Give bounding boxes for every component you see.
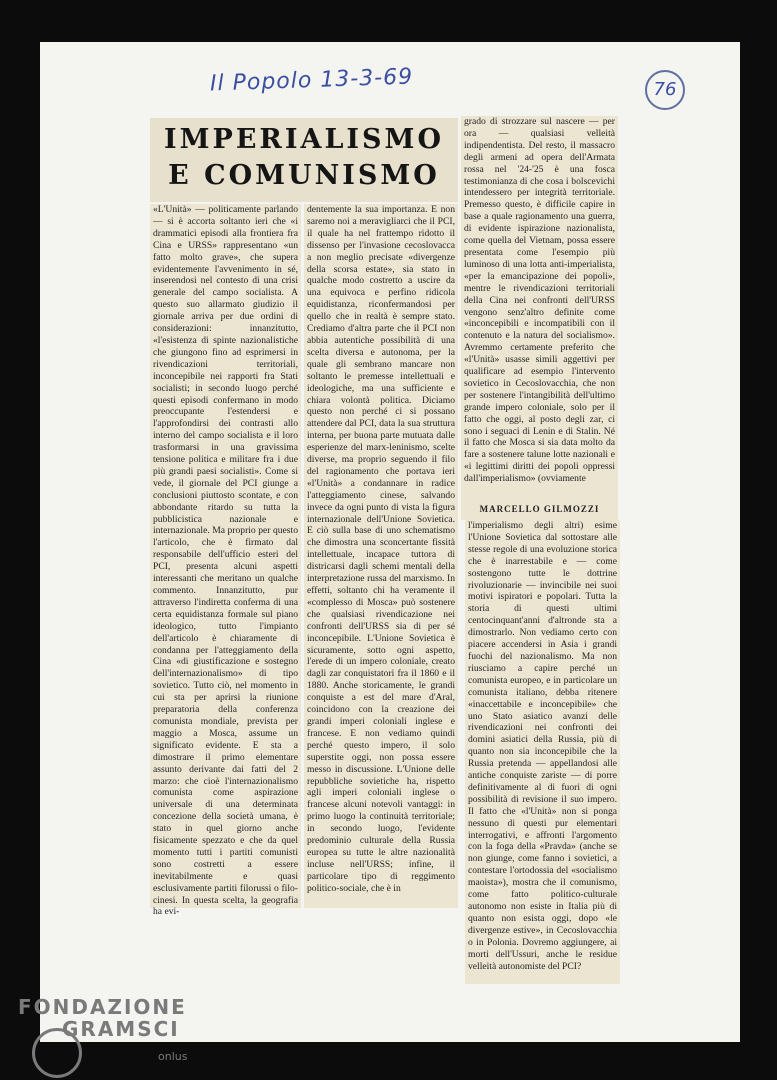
article-column-2: dentemente la sua importanza. E non saremo noi a meravigliarci che il PCI, il quale ha nel frattempo ridotto il dissenso per l'invasione cecoslovacca a non meglio precisate «divergenze della scorsa estate», sia stato in qualche modo costretto a uscire da una equivoca e perfino ridicola equidistanza, riconfermandosi per quello che in realtà è sempre stato. Crediamo d'altra parte che il PCI non abbia autentiche possibilità di una scelta diversa e autonoma, per la quale gli sembrano mancare non soltanto le premesse intellettuali e ideologiche, ma una sufficiente e chiara volontà politica. Diciamo questo non perché ci si possano attendere dal PCI, data la sua struttura interna, per buona parte mutuata dalle esperienze del marx-leninismo, scelte diverse, ma proprio seguendo il filo del ragionamento che portava ieri «l'Unità» a condannare in radice l'atteggiamento cinese, salvando invece da ogni punto di vista la figura internazionale dell'Unione Sovietica. E ciò sulla base di uno schematismo che dimostra una sconcertante fissità intellettuale, incapace tuttora di districarsi dagli schemi mentali della interpretazione russa del marxismo. In effetti, soltanto chi ha veramente il «complesso di Mosca» può sostenere che qualsiasi rivendicazione nei confronti dell'URSS sia di per sé inconcepibile. L'Unione Sovietica è sicuramente, sotto ogni aspetto, l'erede di un impero coloniale, creato dagli zar conquistatori fra il 1860 e il 1880. Anche storicamente, le grandi conquiste a est del mare d'Aral, coincidono con la creazione dei grandi imperi coloniali inglese e francese. E non vediamo quindi perché questo impero, il solo superstite oggi, non possa essere messo in discussione. L'Unione delle repubbliche sovietiche ha, rispetto agli imperi coloniali inglese o francese alcuni notevoli vantaggi: in primo luogo la continuità territoriale; in secondo luogo, l'evidente predominio culturale della Russia europea su tutte le altre nazionalità incluse nell'URSS; infine, il particolare tipo di reggimento politico-sociale, che è in bbox=[307, 204, 455, 894]
headline-block bbox=[150, 118, 458, 202]
article-column-3b: l'imperialismo degli altri) esime l'Unione Sovietica dal sottostare alle stesse regole di una evoluzione storica che è inarrestabile e — come sostengono tutte le dottrine rivoluzionarie — invincibile nei suoi motivi ispiratori e popolari. Tutta la storia di questi ultimi centocinquant'anni d'altronde sta a dimostrarlo. Non vediamo certo con piacere accendersi in Asia i grandi fuochi del nazionalismo. Ma non riusciamo a capire perché un comunista europeo, e in particolare un comunista italiano, debba ritenere «inaccettabile e inconcepibile» che uno Stato asiatico avanzi delle rivendicazioni nei confronti dei domini asiatici della Russia, più di quanto non sia inconcepibile che la Russia pretenda — appellandosi alle antiche conquiste zariste — di porre definitivamente al di fuori di ogni possibilità di revisione il suo impero. Il fatto che «l'Unità» non si ponga nessuno di questi pur elementari interrogativi, e affronti l'argomento con la foga della «Pravda» (anche se non giunge, come fanno i sovietici, a contestare l'ortodossia del «socialismo maoista»), mostra che il comunismo, come fatto politico-culturale autonomo non esiste in Italia più di quanto non esista oggi, dopo «le divergenze estive», in Cecoslovacchia o in Polonia. Dovremo aggiungere, ai morti dell'Ussuri, anche le residue velleità autonomiste del PCI? bbox=[468, 520, 617, 972]
foundation-logo-text bbox=[18, 996, 187, 1040]
page-number-circle: 76 bbox=[645, 70, 685, 110]
article-column-1: «L'Unità» — politicamente parlando — si è accorta soltanto ieri che «i drammatici episodi alla frontiera fra Cina e URSS» rappresentano «un fatto molto grave», che supera evidentemente l'avvenimento in sé, inserendosi nel contesto di una crisi generale del campo socialista. A questo suo allarmato giudizio il giornale arriva per due ordini di considerazioni: innanzitutto, «l'esistenza di spinte nazionalistiche che giungono fino ad esprimersi in rivendicazioni territoriali, inconcepibile nei rapporti fra Stati socialisti; in secondo luogo perché questi episodi confermano in modo preoccupante l'estendersi e l'approfondirsi dei contrasti allo interno del campo socialista e il loro trasformarsi in una gravissima tensione politica e militare fra i due più grandi paesi socialisti». Come si vede, il giornale del PCI giunge a conclusioni piuttosto scontate, e con abbondante ritardo su tutta la pubblicistica nazionale e internazionale. Ma proprio per questo l'articolo, che è firmato dal responsabile dell'ufficio esteri del PCI, presenta alcuni aspetti interessanti che meritano un qualche commento. Innanzitutto, pur attraverso l'indiretta conferma di una certa equidistanza formale sul piano ideologico, tutto l'impianto dell'articolo è chiaramente di condanna per l'atteggiamento della Cina «di giustificazione e sostegno dell'internazionalismo» di tipo sovietico. Tutto ciò, nel momento in cui sta per aprirsi la riunione preparatoria della conferenza comunista mondiale, prevista per maggio a Mosca, assume un significato evidente. E sta a dimostrare il primo elementare assunto derivante dai fatti del 2 marzo: che cioè l'internazionalismo comunista come aspirazione universale di una determinata concezione della società umana, è stato in quel giorno anche fisicamente spezzato e che da quel momento tutti i partiti comunisti sono costretti a essere inevitabilmente e quasi esclusivamente partiti filorussi o filo-cinesi. In questa scelta, la geografia ha evi- bbox=[153, 204, 298, 918]
handwritten-source-note: Il Popolo 13-3-69 bbox=[209, 64, 414, 97]
headline-line-1: IMPERIALISMO bbox=[164, 124, 444, 155]
headline-line-2: E COMUNISMO bbox=[168, 160, 440, 191]
headline bbox=[150, 122, 458, 194]
logo-suffix: onlus bbox=[158, 1050, 188, 1063]
article-column-3a: grado di strozzare sul nascere — per ora — qualsiasi velleità indipendentista. Del resto, il massacro degli armeni ad opera dell'Armata rossa nel '24-'25 è una fosca testimonianza di che cosa i bolscevichi intendessero per integrità territoriale. Premesso questo, è difficile capire in base a quale ragionamento una guerra, di evidente ispirazione nazionalista, come quella del Vietnam, possa essere presentata come l'esempio più luminoso di una lotta anti-imperialista, «per la emancipazione dei popoli», mentre le rivendicazioni territoriali della Cina nei confronti dell'URSS vengono senz'altro definite come «inconcepibili e incompatibili con il contenuto e la natura del socialismo». Avremmo certamente preferito che «l'Unità» usasse simili aggettivi per qualificare ad esempio l'intervento sovietico in Cecoslovacchia, che non per sostenere l'intangibilità dell'ultimo grande impero coloniale, solo per il fatto che oggi, al posto degli zar, ci sono i seguaci di Lenin e di Stalin. Né il fatto che Mosca si sia data molto da fare a sostenere talune lotte nazionali e «i legittimi diritti dei popoli oppressi dall'imperialismo» (ovviamente bbox=[464, 116, 615, 485]
author-signature: MARCELLO GILMOZZI bbox=[479, 504, 600, 514]
logo-line-2: GRAMSCI bbox=[62, 1017, 180, 1041]
clipping-column-1 bbox=[150, 204, 301, 918]
logo-line-1: FONDAZIONE bbox=[18, 995, 187, 1019]
clipping-column-3-top bbox=[461, 116, 618, 520]
clipping-column-2 bbox=[304, 204, 458, 908]
clipping-column-3-bottom bbox=[465, 520, 620, 984]
